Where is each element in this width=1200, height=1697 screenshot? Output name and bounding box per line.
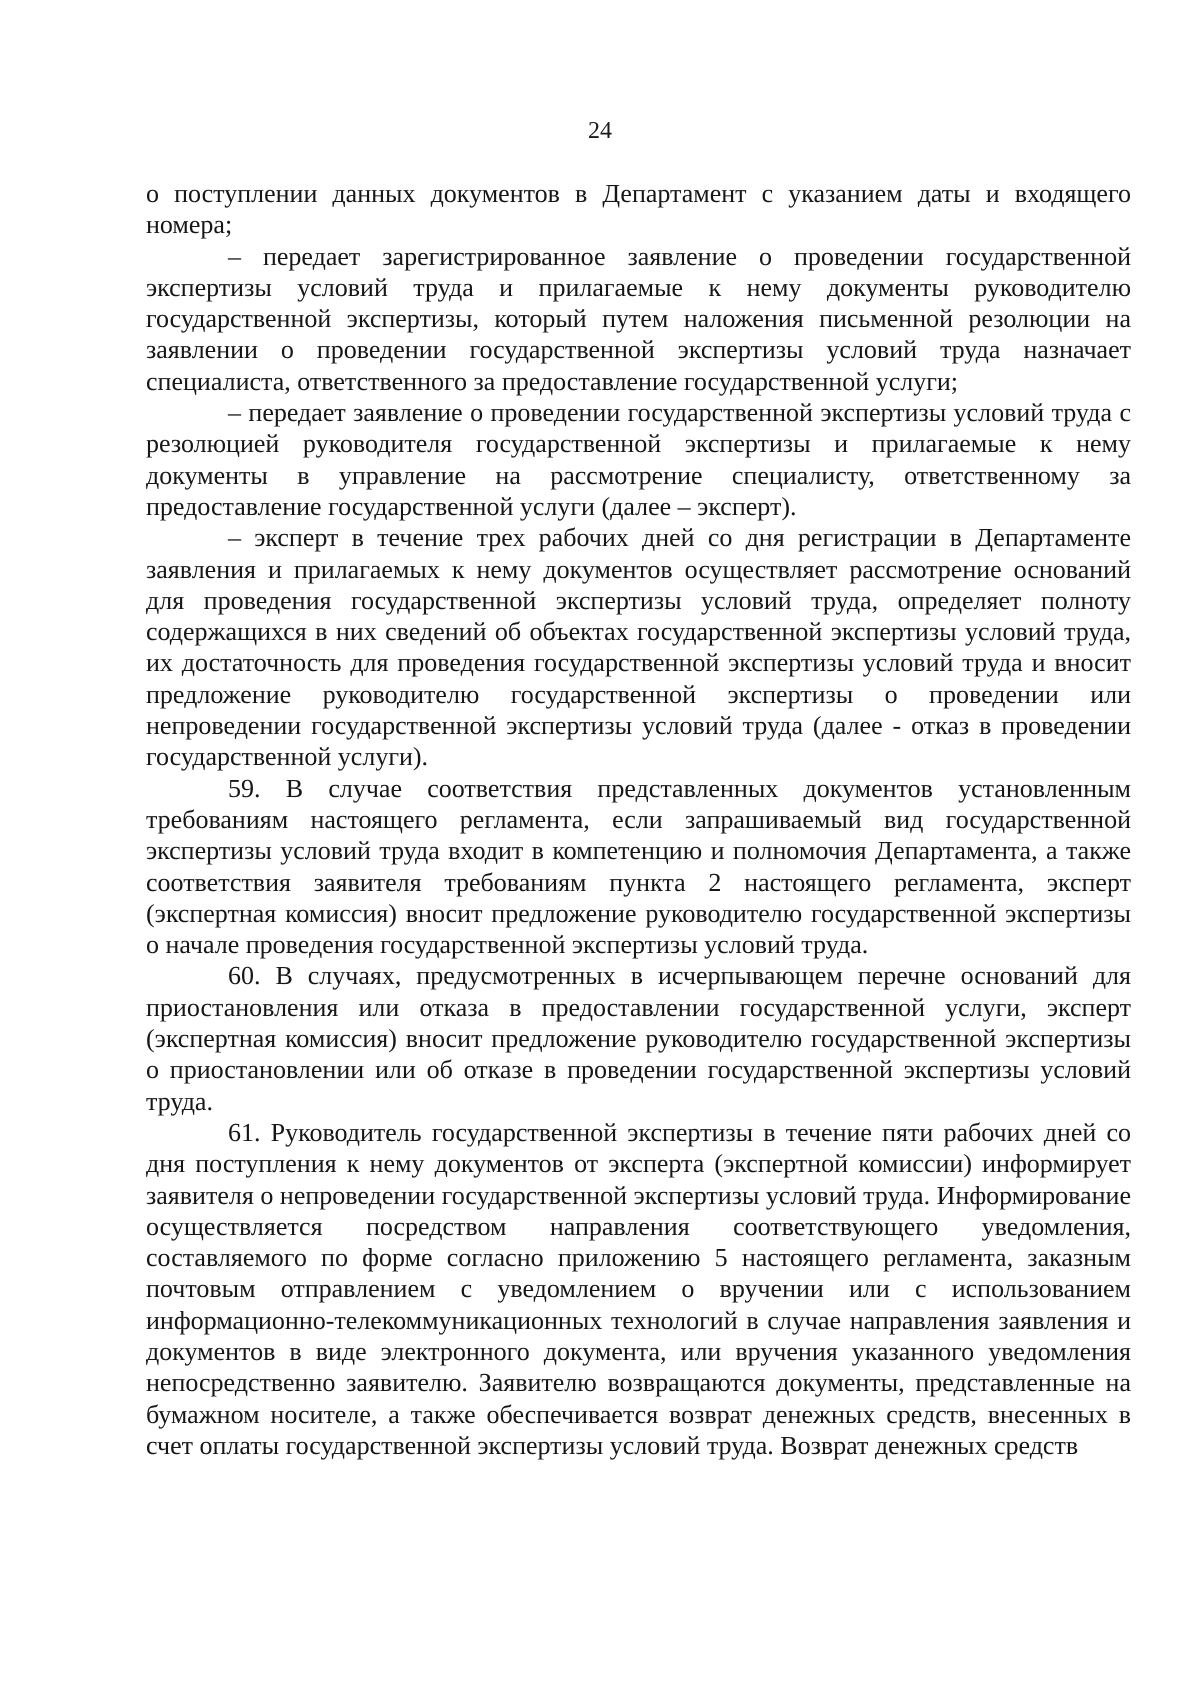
paragraph-continuation: о поступлении данных документов в Департамент с указанием даты и входящего номера;	[146, 179, 1131, 240]
paragraph-transfer-to-expert: – передает заявление о проведении государственной экспертизы условий труда с резолюцией руководителя государственной экспертизы и прилагаемые к нему документы в управление на рассмотрение специалисту, ответственному за предоставление государственной услуги (далее – эксперт).	[146, 398, 1131, 521]
paragraph-expert-review: – эксперт в течение трех рабочих дней со дня регистрации в Департаменте заявления и прилагаемых к нему документов осуществляет рассмотрение оснований для проведения государственной экспертизы условий труда, определяет полноту содержащихся в них сведений об объектах государственной экспертизы условий труда, их достаточность для проведения государственной экспертизы условий труда и вносит предложение руководителю государственной экспертизы о проведении или непроведении государственной экспертизы условий труда (далее - отказ в проведении государственной услуги).	[146, 523, 1131, 772]
paragraph-61: 61. Руководитель государственной экспертизы в течение пяти рабочих дней со дня поступления к нему документов от эксперта (экспертной комиссии) информирует заявителя о непроведении государственной экспертизы условий труда. Информирование осуществляется посредством направления соответствующего уведомления, составляемого по форме согласно приложению 5 настоящего регламента, заказным почтовым отправлением с уведомлением о вручении или с использованием информационно-телекоммуникационных технологий в случае направления заявления и документов в виде электронного документа, или вручения указанного уведомления непосредственно заявителю. Заявителю возвращаются документы, представленные на бумажном носителе, а также обеспечивается возврат денежных средств, внесенных в счет оплаты государственной экспертизы условий труда. Возврат денежных средств	[146, 1117, 1131, 1460]
document-body	[146, 178, 1131, 1461]
page-number: 24	[588, 118, 612, 144]
paragraph-59: 59. В случае соответствия представленных документов установленным требованиям настоящего регламента, если запрашиваемый вид государственной экспертизы условий труда входит в компетенцию и полномочия Департамента, а также соответствия заявителя требованиям пункта 2 настоящего регламента, эксперт (экспертная комиссия) вносит предложение руководителю государственной экспертизы о начале проведения государственной экспертизы условий труда.	[146, 773, 1131, 960]
paragraph-60: 60. В случаях, предусмотренных в исчерпывающем перечне оснований для приостановления или отказа в предоставлении государственной услуги, эксперт (экспертная комиссия) вносит предложение руководителю государственной экспертизы о приостановлении или об отказе в проведении государственной экспертизы условий труда.	[146, 961, 1131, 1116]
paragraph-transfer-to-head: – передает зарегистрированное заявление о проведении государственной экспертизы условий труда и прилагаемые к нему документы руководителю государственной экспертизы, который путем наложения письменной резолюции на заявлении о проведении государственной экспертизы условий труда назначает специалиста, ответственного за предоставление государственной услуги;	[146, 241, 1131, 396]
